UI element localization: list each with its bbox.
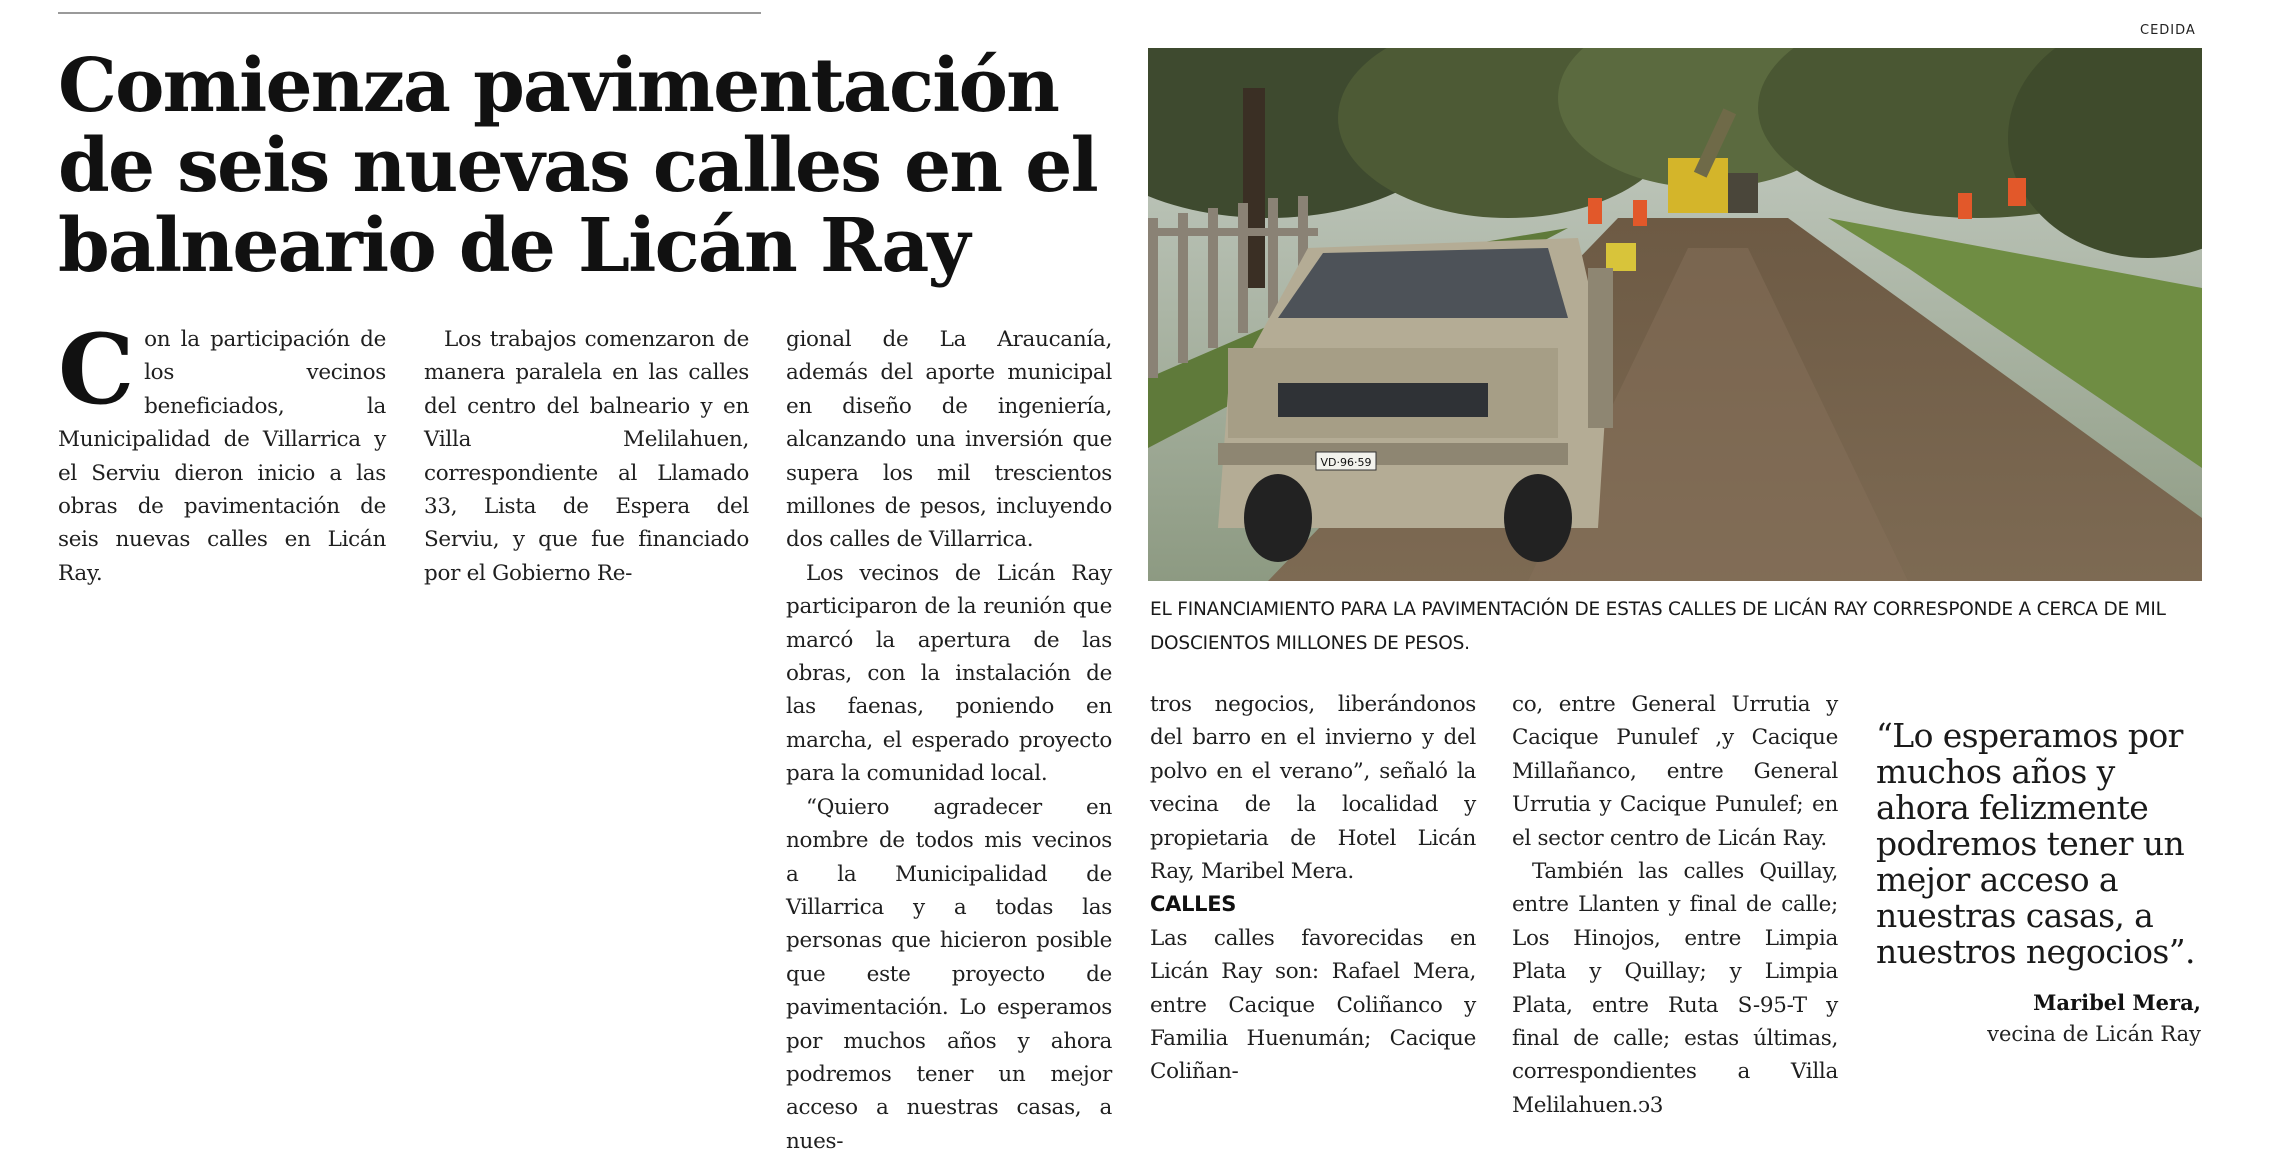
paragraph: Los vecinos de Licán Ray participaron de la reunión que marcó la apertura de las obras, con la instalación de las faenas, poniendo en marcha, el esperado proyecto para la comunidad local. (786, 560, 1112, 787)
drop-cap: C (58, 313, 135, 426)
paragraph: gional de La Araucanía, además del aporte municipal en diseño de ingeniería, alcanzando una inversión que supera los mil trescientos millones de pesos, incluyendo dos calles de Villarrica. (786, 327, 1112, 553)
pull-quote-name: Maribel Mera, (2033, 990, 2201, 1015)
article-column-4 (1150, 688, 1476, 1089)
top-rule (58, 12, 761, 14)
article-column-5 (1512, 688, 1838, 1122)
article-column-2 (424, 323, 749, 590)
lead-paragraph (58, 313, 386, 590)
article-photo (1148, 48, 2202, 581)
paragraph (1512, 855, 1838, 1122)
paragraph-text: También las calles Quillay, entre Llanten y final de calle; Los Hinojos, entre Limpia Plata y Quillay; y Limpia Plata, entre Ruta S-95-T y final de calle; estas últimas, correspondientes a Villa Melilahuen. (1512, 859, 1838, 1118)
paragraph: tros negocios, liberándonos del barro en el invierno y del polvo en el verano”, señaló la vecina de la localidad y propietaria de Hotel Licán Ray, Maribel Mera. (1150, 692, 1476, 885)
headline: Comienza pavimentación de seis nuevas calles en el balneario de Licán Ray (58, 43, 1097, 289)
article-column-3 (786, 323, 1112, 1158)
photo-credit: CEDIDA (2140, 23, 2196, 38)
section-subhead: CALLES (1150, 892, 1237, 917)
article-column-1 (58, 313, 386, 590)
license-plate: VD·96·59 (1320, 456, 1372, 469)
end-mark: ↄ3 (1637, 1092, 1664, 1118)
paragraph: co, entre General Urrutia y Cacique Punulef ,y Cacique Millañanco, entre General Urrutia y Cacique Punulef; en el sector centro de Licán Ray. (1512, 692, 1838, 851)
lead-text: on la participación de los vecinos beneficiados, la Municipalidad de Villarrica y el Serviu dieron inicio a las obras de pavimentación de seis nuevas calles en Licán Ray. (58, 327, 386, 586)
photo-caption: EL FINANCIAMIENTO PARA LA PAVIMENTACIÓN DE ESTAS CALLES DE LICÁN RAY CORRESPONDE A CERCA DE MIL DOSCIENTOS MILLONES DE PESOS. (1150, 599, 2166, 654)
pull-quote-role: vecina de Licán Ray (1987, 1022, 2201, 1046)
pull-quote: “Lo esperamos por muchos años y ahora felizmente podremos tener un mejor acceso a nuestras casas, a nuestros negocios”. (1876, 716, 2195, 971)
paragraph: Los trabajos comenzaron de manera paralela en las calles del centro del balneario y en Villa Melilahuen, correspondiente al Llamado 33, Lista de Espera del Serviu, y que fue financiado por el Gobierno Re- (424, 327, 749, 586)
paragraph: Las calles favorecidas en Licán Ray son: Rafael Mera, entre Cacique Coliñanco y Familia Huenumán; Cacique Coliñan- (1150, 925, 1476, 1085)
construction-photo-illustration (1148, 48, 2202, 581)
paragraph: “Quiero agradecer en nombre de todos mis vecinos a la Municipalidad de Villarrica y a todas las personas que hicieron posible que este proyecto de pavimentación. Lo esperamos por muchos años y ahora podremos tener un mejor acceso a nuestras casas, a nues- (786, 794, 1112, 1154)
